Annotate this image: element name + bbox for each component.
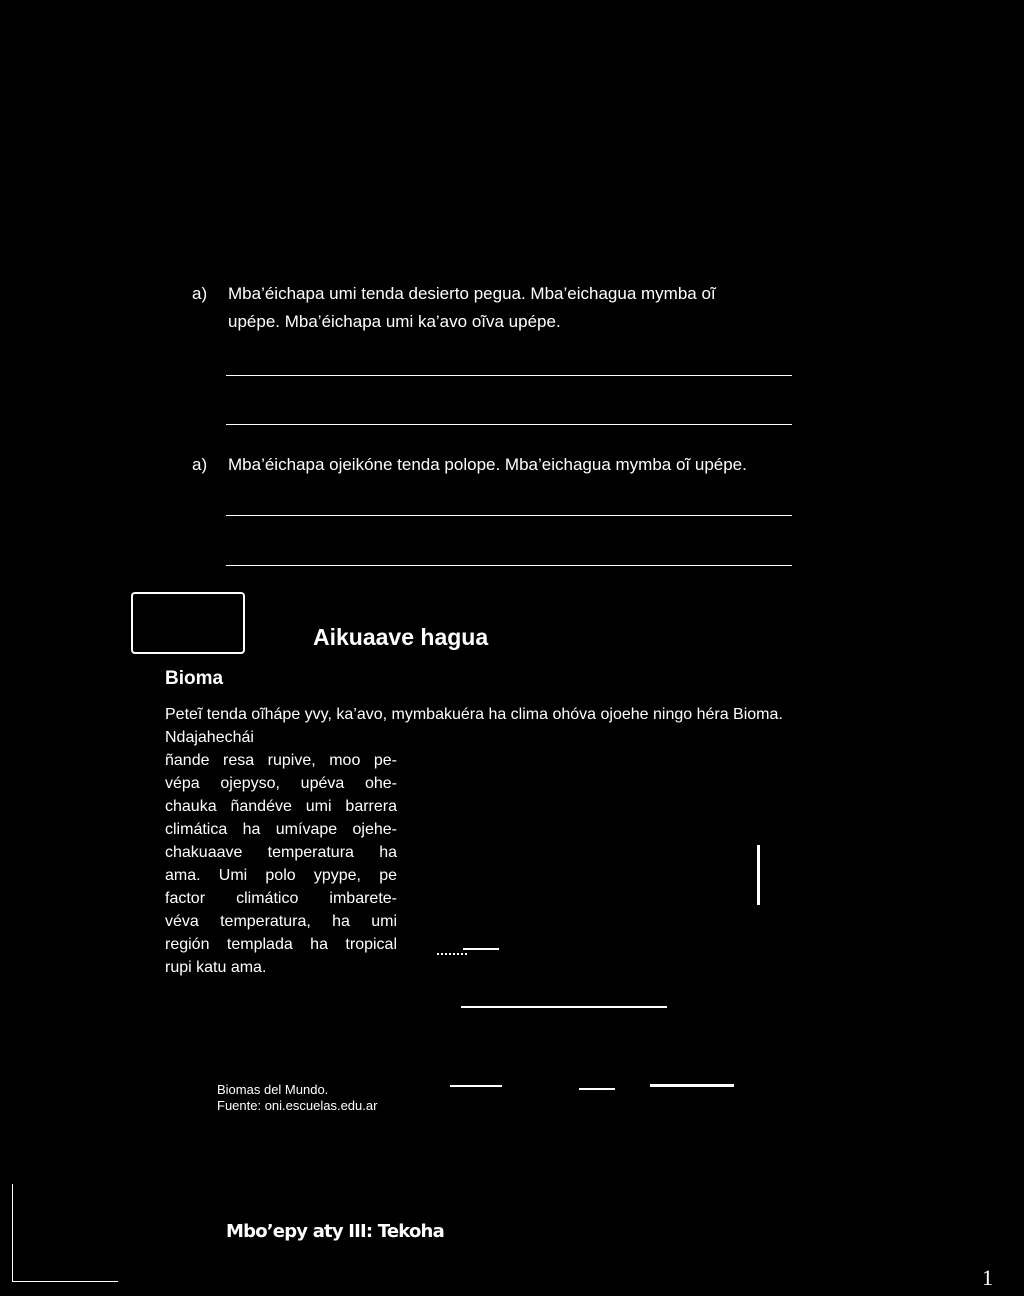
body-line: climática ha umívape ojehe- <box>165 821 397 838</box>
body-line: región templada ha tropical <box>165 936 397 953</box>
exercise-2-question <box>228 451 798 479</box>
body-line: rupi katu ama. <box>165 959 267 976</box>
map-border-mark <box>461 1006 667 1008</box>
body-line: Ndajahechái <box>165 729 254 746</box>
map-border-mark <box>463 948 499 950</box>
body-paragraph <box>165 726 397 979</box>
map-border-mark <box>437 953 467 958</box>
exercise-2-label: a) <box>192 455 208 474</box>
footer-frame <box>12 1184 118 1282</box>
body-line: vépa ojepyso, upéva ohe- <box>165 775 397 792</box>
body-line: ama. Umi polo ypype, pe <box>165 867 397 884</box>
definition-paragraph: Peteĩ tenda oĩhápe yvy, ka’avo, mymbakuéra ha clima ohóva ojoehe ningo héra Bioma. <box>165 706 783 723</box>
exercise-1-question <box>228 280 798 336</box>
footer-unit-title: Mbo’epy aty III: Tekoha <box>226 1221 444 1242</box>
body-line: chakuaave temperatura ha <box>165 844 397 861</box>
figure-caption-line-1: Biomas del Mundo. <box>217 1082 329 1097</box>
answer-line[interactable] <box>226 565 792 566</box>
section-icon-frame <box>131 592 245 654</box>
body-line: véva temperatura, ha umi <box>165 913 397 930</box>
term-heading: Bioma <box>165 668 224 689</box>
exercise-1-question-line-1: Mba’éichapa umi tenda desierto pegua. Mba’eichagua mymba oĩ <box>228 284 716 303</box>
body-line: chauka ñandéve umi barrera <box>165 798 397 815</box>
exercise-1-question-line-2: upépe. Mba’éichapa umi ka’avo oĩva upépe. <box>228 312 561 331</box>
figure-caption-line-2: Fuente: oni.escuelas.edu.ar <box>217 1098 378 1113</box>
section-title: Aikuaave hagua <box>313 624 489 650</box>
map-border-mark <box>579 1088 615 1090</box>
figure-caption <box>217 1082 377 1114</box>
answer-line[interactable] <box>226 515 792 516</box>
answer-line[interactable] <box>226 375 792 376</box>
page-number: 1 <box>982 1265 993 1290</box>
body-line: ñande resa rupive, moo pe- <box>165 752 397 769</box>
answer-line[interactable] <box>226 424 792 425</box>
exercise-2-question-line-1: Mba’éichapa ojeikóne tenda polope. Mba’eichagua mymba oĩ upépe. <box>228 455 747 474</box>
map-border-mark <box>450 1085 502 1087</box>
body-line: factor climático imbarete- <box>165 890 397 907</box>
map-border-mark <box>650 1084 734 1087</box>
exercise-1-label: a) <box>192 284 208 303</box>
map-border-mark <box>757 845 760 905</box>
